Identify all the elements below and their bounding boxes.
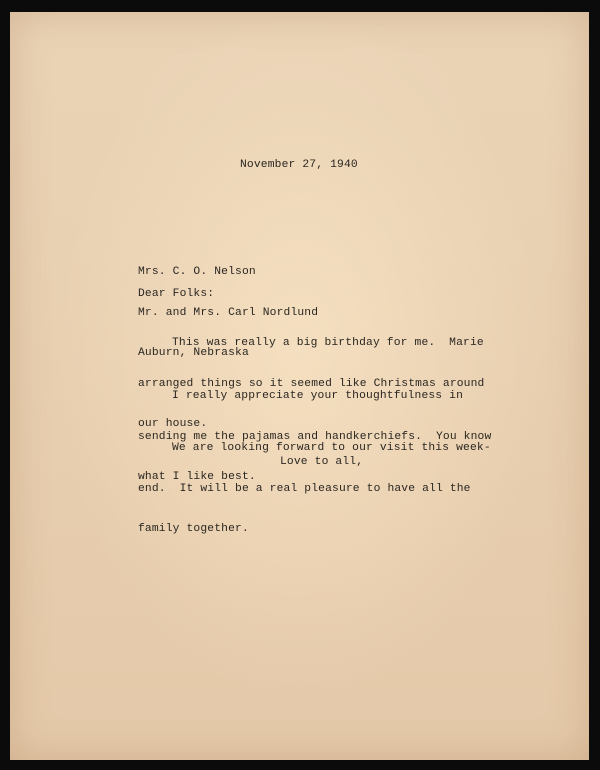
paragraph-line: This was really a big birthday for me. Marie	[172, 337, 484, 349]
paragraph-line: end. It will be a real pleasure to have all the	[138, 482, 471, 495]
paragraph-line: We are looking forward to our visit this week-	[172, 442, 491, 454]
paragraph-visit	[138, 415, 491, 564]
paragraph-line: I really appreciate your thoughtfulness in	[172, 390, 464, 402]
letter-page	[10, 12, 589, 760]
letter-date: November 27, 1940	[240, 159, 358, 171]
paragraph-line: what I like best.	[138, 471, 256, 483]
paragraph-line: arranged things so it seemed like Christmas around	[138, 377, 485, 390]
address-line: Auburn, Nebraska	[138, 347, 249, 359]
paragraph-line: our house.	[138, 418, 208, 430]
paragraph-line: family together.	[138, 523, 249, 535]
address-line: Mr. and Mrs. Carl Nordlund	[138, 306, 319, 319]
closing-line: Love to all,	[280, 456, 364, 468]
paragraph-line: sending me the pajamas and handkerchiefs. You know	[138, 430, 492, 443]
salutation: Dear Folks:	[138, 288, 215, 300]
address-line: Mrs. C. O. Nelson	[138, 266, 256, 278]
